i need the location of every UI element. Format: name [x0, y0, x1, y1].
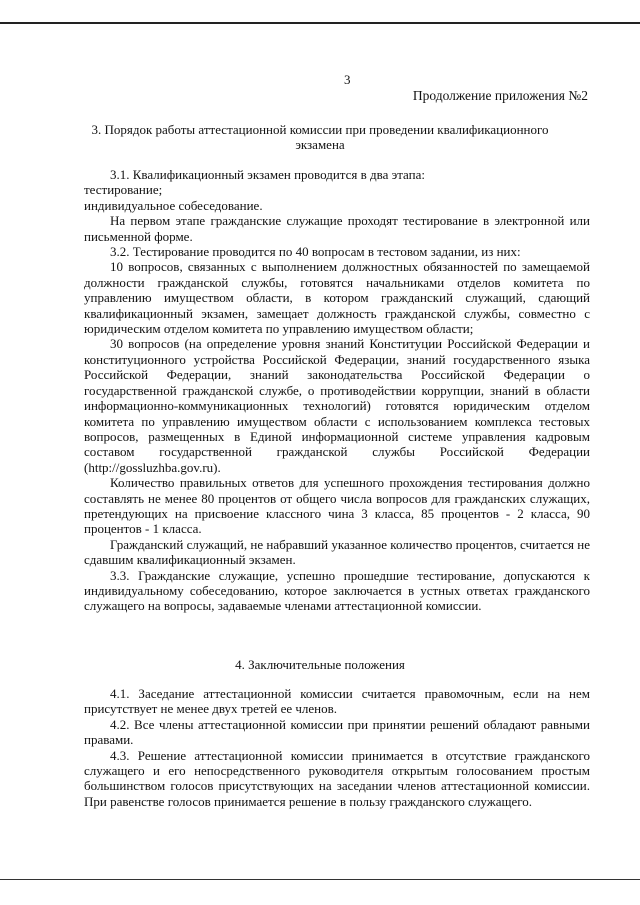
section-4-title: 4. Заключительные положения — [235, 657, 405, 672]
appendix-continuation-label: Продолжение приложения №2 — [412, 88, 588, 103]
paragraph-4-3: 4.3. Решение аттестационной комиссии принимается в отсутствие гражданского служащего и его непосредственного руководителя открытым голосованием простым большинством голосов присутствующих на заседании членов аттестационной комиссии. При равенстве голосов принимается решение в пользу гражданского служащего. — [84, 747, 590, 809]
section-3-title: 3. Порядок работы аттестационной комиссии при проведении квалификационного экзамена — [91, 122, 549, 152]
paragraph-3-2: 3.2. Тестирование проводится по 40 вопросам в тестовом задании, из них: — [110, 244, 521, 260]
paragraph-first-stage: На первом этапе гражданские служащие проходят тестирование в электронной или письменной форме. — [84, 213, 590, 244]
section-4-body — [84, 686, 590, 809]
paragraph-pass-threshold: Количество правильных ответов для успешного прохождения тестирования должно составлять не менее 80 процентов от общего числа вопросов для гражданских служащих, претендующих на присвоение классного чина 3 класса, 85 процентов - 2 класса, 90 процентов - 1 класса. — [84, 475, 590, 537]
section-3-body — [84, 167, 590, 614]
paragraph-fail: Гражданский служащий, не набравший указанное количество процентов, считается не сдавшим квалификационный экзамен. — [84, 536, 590, 568]
paragraph-4-1: 4.1. Заседание аттестационной комиссии считается правомочным, если на нем присутствует не менее двух третей ее членов. — [84, 686, 590, 717]
top-scan-border — [0, 22, 640, 24]
list-item-interview: индивидуальное собеседование. — [84, 197, 263, 213]
paragraph-4-2: 4.2. Все члены аттестационной комиссии при принятии решений обладают равными правами. — [84, 716, 590, 748]
paragraph-30-questions: 30 вопросов (на определение уровня знаний Конституции Российской Федерации и конституционного устройства Российской Федерации, знаний государственного языка Российской Федерации, знаний законодательства Российской Федерации о государственной гражданской службе, о противодействии коррупции, знаний в области информационно-коммуникационных технологий) готовятся юридическим отделом комитета по управлению имуществом области с использованием комплекса тестовых вопросов, размещенных в Единой информационной системе управления кадровым составом государственной гражданской службы Российской Федерации (http://gossluzhba.gov.ru). — [84, 336, 590, 475]
list-item-testing: тестирование; — [84, 182, 163, 198]
page-number: 3 — [344, 72, 351, 87]
paragraph-3-3: 3.3. Гражданские служащие, успешно прошедшие тестирование, допускаются к индивидуальному собеседованию, которое заключается в устных ответах гражданского служащего на вопросы, задаваемые членами аттестационной комиссии. — [84, 567, 590, 614]
bottom-scan-border — [0, 879, 640, 880]
paragraph-10-questions: 10 вопросов, связанных с выполнением должностных обязанностей по замещаемой должности гражданской службы, готовятся начальниками отделов комитета по управлению имуществом области, в котором гражданский служащий, сдающий квалификационный экзамен, замещает должность гражданской службы, совместно с юридическим отделом комитета по управлению имуществом области; — [84, 259, 590, 337]
paragraph-3-1: 3.1. Квалификационный экзамен проводится в два этапа: — [110, 167, 425, 182]
